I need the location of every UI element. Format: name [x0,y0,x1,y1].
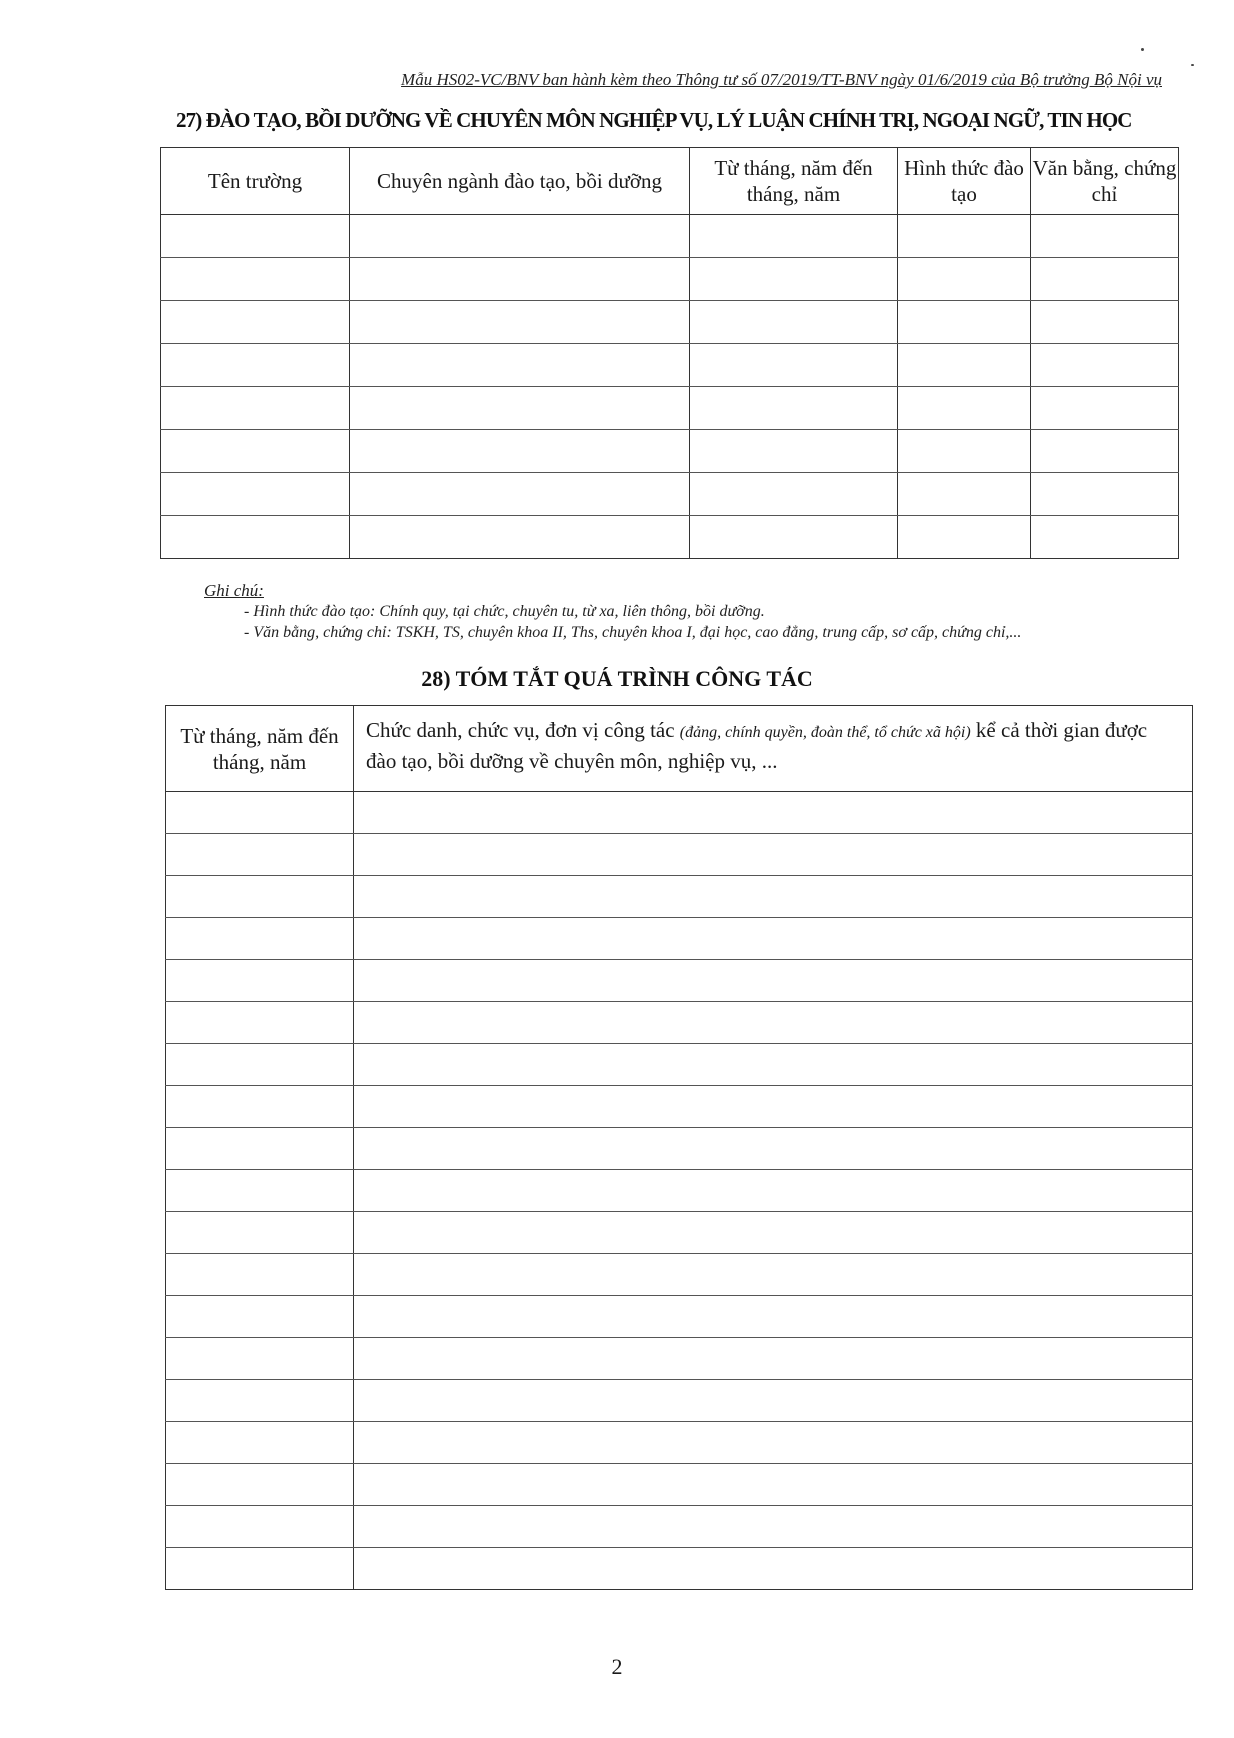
training-row [161,258,1179,301]
table-cell [166,792,354,834]
work-history-row [166,1548,1193,1590]
table-cell [354,1380,1193,1422]
table-cell [350,473,690,516]
table-cell [166,1296,354,1338]
table-cell [350,516,690,559]
table-cell [1031,516,1179,559]
header-desc-italic: (đảng, chính quyền, đoàn thể, tổ chức xã hội) [679,724,971,741]
header-desc-main: Chức danh, chức vụ, đơn vị công tác [366,718,675,742]
header-work-period: Từ tháng, năm đến tháng, năm [166,706,354,792]
table-cell [350,387,690,430]
table-cell [166,1002,354,1044]
header-position-unit [354,706,1193,792]
table-cell [1031,215,1179,258]
table-cell [166,1548,354,1590]
work-history-header [166,706,1193,792]
table-cell [161,215,350,258]
header-certificate: Văn bằng, chứng chỉ [1031,148,1179,215]
training-row [161,215,1179,258]
training-row [161,516,1179,559]
table-cell [1031,430,1179,473]
table-cell [354,1044,1193,1086]
table-cell [354,1212,1193,1254]
notes-label: Ghi chú: [204,581,264,600]
table-cell [1031,387,1179,430]
table-cell [898,301,1031,344]
header-major: Chuyên ngành đào tạo, bồi dưỡng [350,148,690,215]
scan-speck [1141,48,1144,51]
work-history-row [166,1044,1193,1086]
table-cell [354,918,1193,960]
training-table [160,147,1179,559]
table-cell [166,1338,354,1380]
table-cell [166,1506,354,1548]
work-history-row [166,1254,1193,1296]
note-certificate: - Văn bằng, chứng chỉ: TSKH, TS, chuyên khoa II, Ths, chuyên khoa I, đại học, cao đẳng, trung cấp, sơ cấp, chứng chỉ,... [244,624,1022,641]
scan-speck [1191,64,1194,66]
work-history-row [166,1296,1193,1338]
training-row [161,473,1179,516]
table-cell [354,1338,1193,1380]
training-table-header [161,148,1179,215]
table-cell [166,834,354,876]
table-cell [1031,301,1179,344]
table-cell [1031,258,1179,301]
table-cell [161,430,350,473]
table-cell [354,1002,1193,1044]
table-cell [354,834,1193,876]
note-training-form: - Hình thức đào tạo: Chính quy, tại chức, chuyên tu, từ xa, liên thông, bồi dưỡng. [244,603,765,620]
work-history-row [166,1128,1193,1170]
table-cell [166,918,354,960]
table-cell [161,387,350,430]
table-cell [166,1422,354,1464]
table-cell [690,258,898,301]
section-27-title: 27) ĐÀO TẠO, BỒI DƯỠNG VỀ CHUYÊN MÔN NGHIỆP VỤ, LÝ LUẬN CHÍNH TRỊ, NGOẠI NGỮ, TIN HỌC [176,108,1132,132]
table-cell [166,1464,354,1506]
table-cell [166,1212,354,1254]
table-cell [350,301,690,344]
table-cell [354,960,1193,1002]
table-cell [350,258,690,301]
header-school-name: Tên trường [161,148,350,215]
table-cell [166,1086,354,1128]
table-cell [898,430,1031,473]
work-history-row [166,1002,1193,1044]
table-cell [898,473,1031,516]
training-row [161,301,1179,344]
header-period: Từ tháng, năm đến tháng, năm [690,148,898,215]
table-cell [690,516,898,559]
table-cell [354,1128,1193,1170]
work-history-row [166,1422,1193,1464]
header-training-form: Hình thức đào tạo [898,148,1031,215]
table-cell [354,1086,1193,1128]
table-cell [350,430,690,473]
table-cell [690,473,898,516]
work-history-row [166,1506,1193,1548]
table-cell [354,1254,1193,1296]
table-cell [898,258,1031,301]
training-row [161,344,1179,387]
work-history-row [166,834,1193,876]
work-history-row [166,918,1193,960]
work-history-row [166,876,1193,918]
training-row [161,387,1179,430]
work-history-row [166,1464,1193,1506]
table-cell [354,1464,1193,1506]
table-cell [166,1128,354,1170]
table-cell [161,516,350,559]
section-28-title: 28) TÓM TẮT QUÁ TRÌNH CÔNG TÁC [421,666,813,691]
table-cell [354,1170,1193,1212]
table-cell [350,215,690,258]
table-cell [354,1506,1193,1548]
table-cell [166,1044,354,1086]
table-cell [690,301,898,344]
header-desc-rest: kể cả thời gian được đào tạo, bồi dưỡng về chuyên môn, nghiệp vụ, ... [366,718,1148,773]
table-cell [690,430,898,473]
table-cell [166,1380,354,1422]
work-history-row [166,792,1193,834]
notes-block [204,580,1021,643]
table-cell [161,301,350,344]
table-cell [161,473,350,516]
table-cell [898,344,1031,387]
table-cell [166,876,354,918]
table-cell [690,215,898,258]
work-history-row [166,1212,1193,1254]
work-history-row [166,1380,1193,1422]
page-number: 2 [611,1654,623,1679]
form-header-note: Mẫu HS02-VC/BNV ban hành kèm theo Thông tư số 07/2019/TT-BNV ngày 01/6/2019 của Bộ trưởng Bộ Nội vụ [401,70,1162,89]
table-cell [161,344,350,387]
table-cell [354,792,1193,834]
table-cell [166,1254,354,1296]
table-cell [166,960,354,1002]
work-history-row [166,1338,1193,1380]
table-cell [1031,473,1179,516]
training-row [161,430,1179,473]
table-cell [898,387,1031,430]
work-history-table [165,705,1193,1590]
table-cell [166,1170,354,1212]
work-history-row [166,1170,1193,1212]
table-cell [690,344,898,387]
work-history-row [166,960,1193,1002]
table-cell [161,258,350,301]
table-cell [354,1548,1193,1590]
table-cell [1031,344,1179,387]
table-cell [354,1422,1193,1464]
table-cell [898,516,1031,559]
table-cell [898,215,1031,258]
table-cell [690,387,898,430]
table-cell [350,344,690,387]
table-cell [354,1296,1193,1338]
work-history-row [166,1086,1193,1128]
table-cell [354,876,1193,918]
